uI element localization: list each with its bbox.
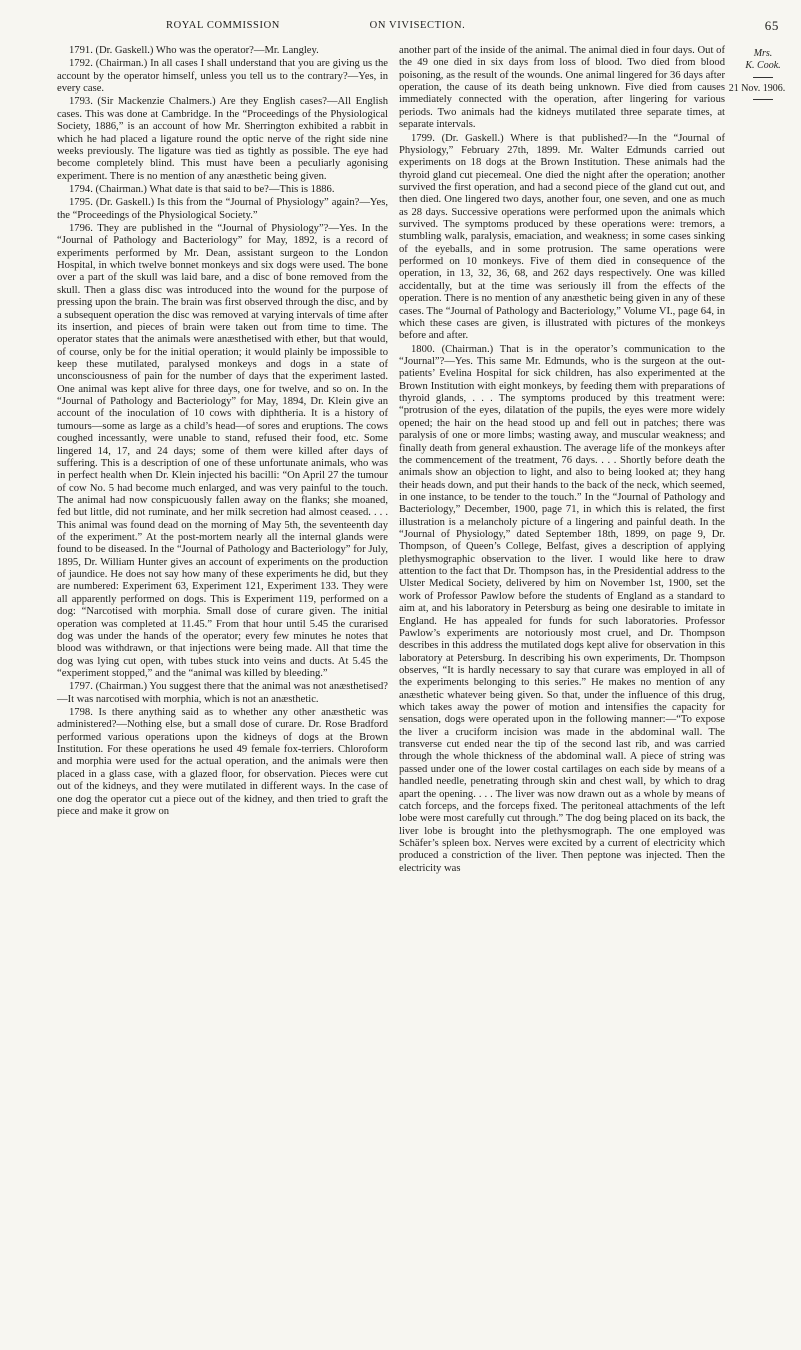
paragraph-1792: 1792. (Chairman.) In all cases I shall understand that you are giving us the account by the operator himself, unless you tell us to the contrary?—Yes, in every case.: [57, 58, 388, 95]
paragraph-1791: 1791. (Dr. Gaskell.) Who was the operator?—Mr. Langley.: [69, 45, 319, 56]
paragraph-1795: 1795. (Dr. Gaskell.) Is this from the “Journal of Physiology” again?—Yes, the “Proceedings of the Physiological Society.”: [57, 197, 388, 221]
paragraph-1794: 1794. (Chairman.) What date is that said to be?—This is 1886.: [69, 183, 335, 195]
right-column: [399, 45, 725, 876]
margin-rule-bottom: [753, 99, 773, 100]
paragraph-1799: 1799. (Dr. Gaskell.) Where is that published?—In the “Journal of Physiology,” February 27th, 1899. Mr. Walter Edmunds carried out experiments on 18 dogs at the Brown Institution. These animals had the thyroid gland cut piecemeal. One died the night after the operation; another survived the first operation, and had a second piece of the gland cut out, and then died. One lingered two days, another four, one seven, and one as much as 28 days. Successive operations were performed upon the animals which survived. The symptoms produced by these operations were: tremors, a stumbling walk, paralysis, emaciation, and weakness; in some cases sinking of the eyeballs, and in some protrusion. The same operations were performed on 10 monkeys. Five of them died in consequence of the operation, in 13, 32, 36, 68, and 262 days respectively. One was killed accidentally, but at the time was seriously ill from the effects of the operation. There is no mention of any anæsthetic being given in any of these cases. The “Journal of Pathology and Bacteriology,” Volume VI., page 64, in which these cases are given, is illustrated with pictures of the monkeys before and after.: [399, 132, 725, 342]
paragraph-1797: 1797. (Chairman.) You suggest there that the animal was not anæsthetised?—It was narcotised with morphia, which is not an anæsthetic.: [57, 681, 388, 705]
margin-note: [728, 48, 793, 100]
paragraph-1796: 1796. They are published in the “Journal of Physiology”?—Yes. In the “Journal of Pathology and Bacteriology” for May, 1892, is a record of experiments performed by Mr. Dean, assistant surgeon to the London Hospital, in which twelve bonnet monkeys and six dogs were used. The bone over a part of the skull was laid bare, and a disc of bone removed from the skull. Then a glass disc was introduced into the wound for the purpose of pressing upon the brain. The brain was first observed through the disc, and by a subsequent operation the disc was removed at varying intervals of time after its insertion, and pieces of brain were taken out from time to time. The operator states that the animals were anæsthetised with ether, but that would, of course, only be for the initial operation; it would plainly be impossible to keep these mutilated, paralysed monkeys and dogs in a state of unconsciousness of pain for the number of days that the experiment lasted. One animal was kept alive for three days, one for twelve, and so on. In the “Journal of Pathology and Bacteriology” for May, 1894, Dr. Klein give an account of the inoculation of 10 cows with diphtheria. It is a history of tumours—some as large as a child’s head—of sores and eruptions. The cows coughed incessantly, were unable to stand, refused their food, etc. Some lingered 14, 17, and 24 days; some of them were killed after days of suffering. This is a description of one of these unfortunate animals, who was in perfect health when Dr. Klein injected his bacilli: “On April 27 the tumour of cow No. 5 had become much enlarged, and was very painful to the touch. The animal had now conspicuously fallen away on the flanks; she moaned, fed but little, did not ruminate, and her milk secretion had almost ceased. . . . This animal was found dead on the morning of May 5th, the seventeenth day of the experiment.” At the post-mortem nearly all the internal glands were found to be diseased. In the “Journal of Pathology and Bacteriology” for July, 1895, Dr. William Hunter gives an account of experiments on the production of jaundice. He does not say how many of these experiments he did, but they are numbered: Experiment 63, Experiment 121, Experiment 133. They were all apparently performed on dogs. This is Experiment 119, performed on a dog: “Narcotised with morphia. Small dose of curare given. The initial operation was completed at 11.45.” From that hour until 5.45 the curarised dog was under the hands of the operator; every few minutes he notes that blood was withdrawn, or that injections were being made. All that time the dog was lying cut open, with tubes stuck into veins and ducts. At 5.45 the “experiment stopped,” and the “animal was killed by bleeding.”: [57, 223, 388, 679]
paragraph-continued: another part of the inside of the animal. The animal died in four days. Out of the 49 one died in six days from loss of blood. Two died from blood poisoning, as the result of the wounds. One animal lingered for 36 days after operation, the cause of its death being unknown. Five died from causes immediately connected with the operation, after lingering for various periods. Two animals had the kidneys mutilated three separate times, at separate intervals.: [399, 45, 725, 131]
witness-name-line2: K. Cook.: [745, 60, 781, 71]
witness-name-line1: Mrs.: [753, 48, 773, 59]
running-head-center: ON VIVISECTION.: [369, 20, 466, 31]
left-column: [57, 45, 388, 819]
paragraph-1800: 1800. (Chairman.) That is in the operator’s communication to the “Journal”?—Yes. This same Mr. Edmunds, who is the surgeon at the out-patients’ Evelina Hospital for sick children, has also experimented at the Brown Institution with eight monkeys, by feeding them with preparations of thyroid glands, . . . The symptoms produced by this treatment were: “protrusion of the eyes, dilatation of the pupils, the eyes were more widely opened; the hair on the head stood up and fell out in patches; there was paralysis of one or more limbs; wasting away, and muscular weakness; and finally death from general exhaustion. The average life of the monkeys after the commencement of the treatment, 76 days. . . . Shortly before death the animals show an objection to light, and also to being looked at; they hang their heads down, and put their hands to the back of the neck, which seemed, in one instance, to be tender to the touch.” In the “Journal of Pathology and Bacteriology,” December, 1900, page 71, in which this is related, the first illustration is a melancholy picture of a lingering and painful death. In the “Journal of Physiology,” dated September 18th, 1899, on page 9, Dr. Thompson, of Queen’s College, Belfast, gives a description of applying plethysmographic observation to the liver. I would like here to draw attention to the fact that Dr. Thompson has, in the Presidential address to the Ulster Medical Society, delivered by him on November 1st, 1900, set the work of Professor Pawlow before the students of England as a standard to aim at, and his laboratory in Petersburg as being one desirable to imitate in England. He has appealed for funds for such laboratories. Professor Pawlow’s experiments are notoriously most cruel, and Dr. Thompson describes in this address the mutilated dogs kept alive for observation in this laboratory at Petersburg. In describing his own experiments, Dr. Thompson observes, “It is hardly necessary to say that curare was employed in all of the experiments belonging to this series.” He makes no mention of any anæsthetic whatever being given. So that, under the influence of this drug, which takes away the power of motion and intensifies the capacity for sensation, dogs were operated upon in the following manner:—“To expose the liver a cruciform incision was made in the abdominal wall. The transverse cut ended near the tip of the second last rib, and was carried through the whole thickness of the abdominal wall. A piece of string was passed under one of the lower costal cartilages on each side by means of a handled needle, penetrating through skin and chest wall, by which to drag apart the opening. . . . The liver was now drawn out as a whole by means of catch forceps, and the forceps fixed. The peritoneal attachments of the left lobe were most carefully cut through.” The dog being placed on its back, the liver lobe is brought into the plethysmograph. The one employed was Schäfer’s spleen box. Nerves were excited by a current of electricity which produced a constriction of the liver. Then peptone was injected. Then the electricity was: [399, 343, 725, 874]
margin-rule-top: [753, 77, 773, 78]
paragraph-1793: 1793. (Sir Mackenzie Chalmers.) Are they English cases?—All English cases. This was done at Cambridge. In the “Proceedings of the Physiological Society, 1886,” is an account of how Mr. Sherrington exhibited a rabbit in which he had placed a ligature round the optic nerve of the right side nine weeks previously. The ligature was tied as tightly as possible. The eye had become completely blind. This must have been a peculiarly agonising experiment. There is no mention of any anæsthetic being given.: [57, 96, 388, 182]
page-number: 65: [764, 18, 779, 33]
paragraph-1798: 1798. Is there anything said as to whether any other anæsthetic was administered?—Nothing else, but a small dose of curare. Dr. Rose Bradford performed various operations upon the kidneys of dogs at the Brown Institution. For these operations he used 49 female fox-terriers. Chloroform and morphia were used for the actual operation, and the animals were then placed in a glass case, with a glazed floor, for observation. Pieces were cut out of the kidneys, and they were mutilated in different ways. In the case of one dog the operator cut a piece out of the kidney, and then tried to graft the piece and make it grow on: [57, 707, 388, 817]
running-head: [56, 20, 779, 36]
witness-date: 21 Nov. 1906.: [728, 83, 786, 94]
running-head-left: ROYAL COMMISSION: [166, 20, 280, 31]
